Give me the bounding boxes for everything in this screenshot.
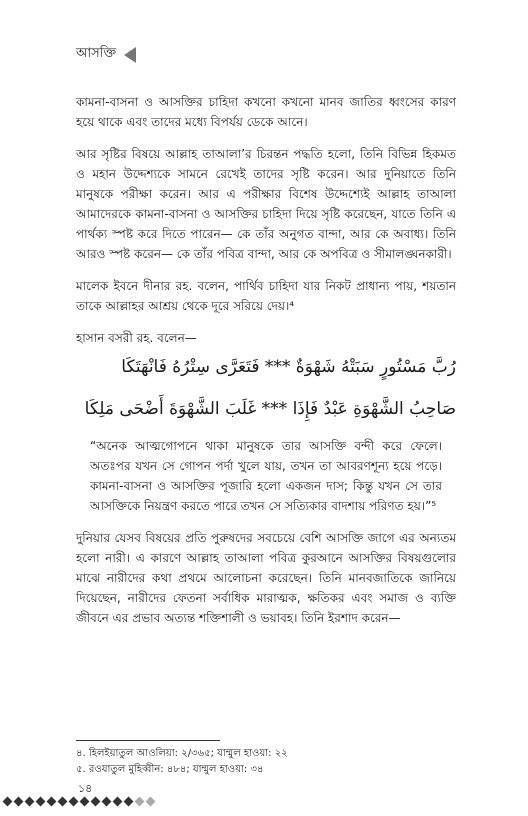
decorative-diamond-border: [4, 798, 158, 805]
arabic-verse: [76, 352, 456, 424]
diamond-icon: [113, 797, 123, 807]
diamond-icon: [80, 797, 90, 807]
diamond-icon: [146, 797, 156, 807]
running-header: [76, 44, 456, 65]
paragraph: হাসান বসরী রহ. বলেন—: [76, 331, 197, 345]
diamond-icon: [14, 797, 24, 807]
footnote-divider: [76, 740, 220, 741]
diamond-icon: [124, 797, 134, 807]
diamond-icon: [69, 797, 79, 807]
diamond-icon: [3, 797, 13, 807]
paragraph: কামনা-বাসনা ও আসক্তির চাহিদা কখনো কখনো মানব জাতির ধ্বংসের কারণ হয়ে থাকে এবং তাদের মধ্যে বিপর্যয় ডেকে আনে।: [76, 95, 456, 129]
block-quote: “অনেক আত্মগোপনে থাকা মানুষকে তার আসক্তি বন্দী করে ফেলে। অতঃপর যখন সে গোপন পর্দা খুলে যায়, তখন তা আবরণশূন্য হয়ে পড়ে। কামনা-বাসনা ও আসক্তির পূজারি হলো একজন দাস; কিন্তু যখন সে তার আসক্তিকে নিয়ন্ত্রণ করতে পারে তখন সে সত্যিকার বাদশায় পরিণত হয়।”⁵: [90, 439, 442, 513]
diamond-icon: [36, 797, 46, 807]
diamond-icon: [58, 797, 68, 807]
running-header-title: আসক্তি: [76, 46, 117, 61]
footnotes: [76, 746, 456, 778]
paragraph: দুনিয়ার যেসব বিষয়ের প্রতি পুরুষদের সবচেয়ে বেশি আসক্তি জাগে এর অন্যতম হলো নারী। এ কারণে আল্লাহ তাআলা পবিত্র কুরআনে আসক্তির বিষয়গুলোর মাঝে নারীদের কথা প্রথমে আলোচনা করেছেন। তিনি মানবজাতিকে জানিয়ে দিয়েছেন, নারীদের ফেতনা সর্বাধিক মারাত্মক, ক্ষতিকর এবং সমাজ ও ব্যক্তি জীবনে এর প্রভাব অত্যন্ত শক্তিশালী ও ভয়াবহ। তিনি ইরশাদ করেন—: [76, 531, 456, 625]
diamond-icon: [135, 797, 145, 807]
arabic-verse-line: صَاحِبُ الشَّهْوَةِ عَبْدٌ فَإِذَا *** غَلَبَ الشَّهْوَةَ أَضْحَى مَلِكَا: [84, 399, 456, 419]
page-number: ১৪: [78, 782, 93, 795]
diamond-icon: [91, 797, 101, 807]
body-text: [76, 92, 456, 640]
diamond-icon: [102, 797, 112, 807]
triangle-marker-icon: [124, 47, 136, 63]
arabic-verse-line: رُبَّ مَسْتُورٍ سَبَتْهُ شَهْوَةٌ *** فَتَعَرَّى سِتْرُهُ فَانْهَتَكَا: [121, 357, 456, 377]
diamond-icon: [47, 797, 57, 807]
footnote: ৫. রওযাতুল মুহিব্বীন: ৪৮৪; যাম্মুল হাওয়া: ৩৪: [76, 764, 264, 775]
paragraph: আর সৃষ্টির বিষয়ে আল্লাহ তাআলা’র চিরন্তন পদ্ধতি হলো, তিনি বিভিন্ন হিকমত ও মহান উদ্দেশ্যকে সামনে রেখেই তাদের সৃষ্টি করেন। আর দুনিয়াতে তিনি মানুষকে পরীক্ষা করেন। আর এ পরীক্ষার বিশেষ উদ্দেশ্যেই আল্লাহ তাআলা আমাদেরকে কামনা-বাসনা ও আসক্তির চাহিদা দিয়ে সৃষ্টি করেছেন, যাতে তিনি এ পার্থক্য স্পষ্ট করে দিতে পারেন— কে তাঁর অনুগত বান্দা, আর কে অবাধ্য। তিনি আরও স্পষ্ট করেন— কে তাঁর পবিত্র বান্দা, আর কে অপবিত্র ও সীমালঙ্ঘনকারী।: [76, 147, 456, 261]
paragraph: মালেক ইবনে দীনার রহ. বলেন, পার্থিব চাহিদা যার নিকট প্রাধান্য পায়, শয়তান তাকে আল্লাহর আশ্রয় থেকে দূরে সরিয়ে দেয়।⁴: [76, 279, 456, 313]
footnote: ৪. হিলইয়াতুল আওলিয়া: ২/৩৬৫; যাম্মুল হাওয়া: ২২: [76, 748, 288, 759]
diamond-icon: [25, 797, 35, 807]
